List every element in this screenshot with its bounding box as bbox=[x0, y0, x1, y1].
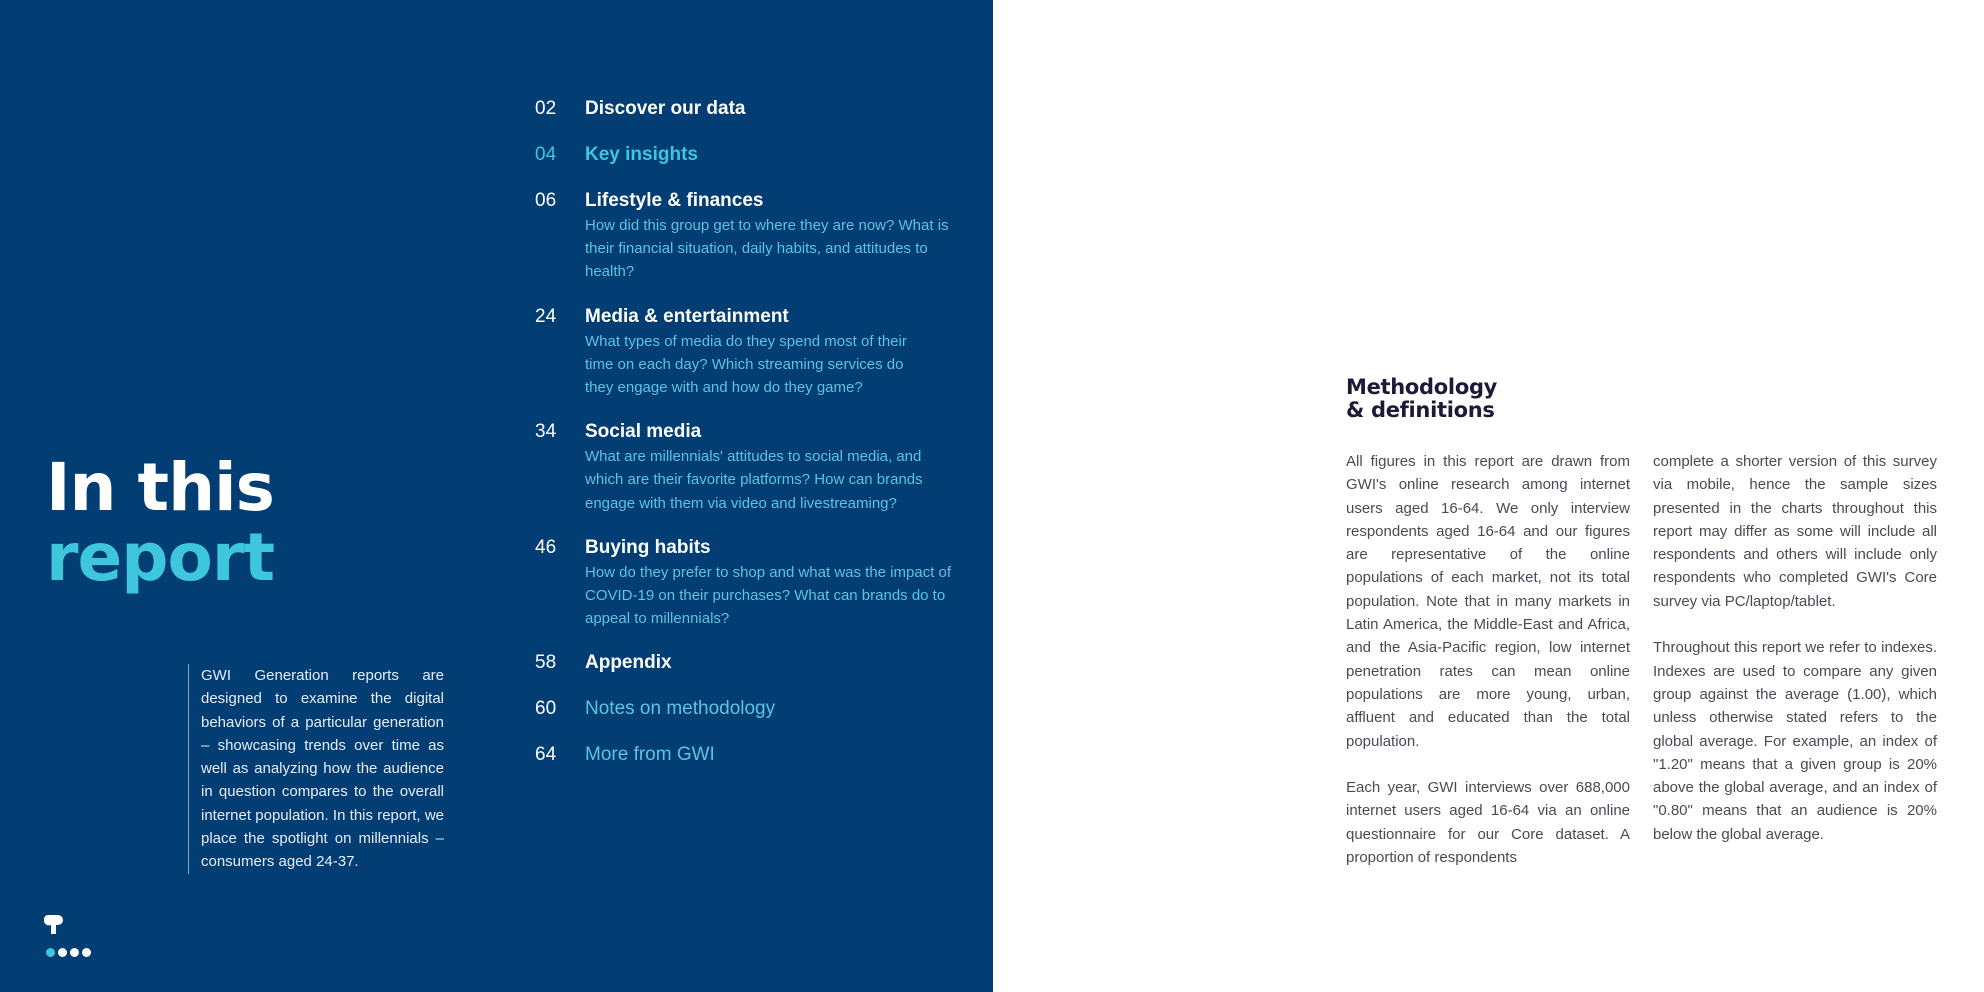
toc-description: How do they prefer to shop and what was the impact of COVID-19 on their purchases? What can brands do to appeal to millennials? bbox=[585, 563, 952, 628]
toc-title: More from GWI bbox=[585, 744, 715, 766]
methodology-column-2 bbox=[1653, 450, 1937, 869]
toc-page-number: 24 bbox=[535, 305, 557, 327]
toc-entry-social-media[interactable] bbox=[535, 419, 955, 515]
toc-entry-discover-our-data[interactable] bbox=[535, 96, 955, 122]
toc-page-number: 34 bbox=[535, 421, 557, 443]
methodology-heading-line2: & definitions bbox=[1346, 398, 1495, 422]
toc-entry-media-entertainment[interactable] bbox=[535, 304, 955, 400]
logo-dot-icon bbox=[58, 948, 67, 957]
toc-page-number: 06 bbox=[535, 190, 557, 211]
toc-page-number: 04 bbox=[535, 144, 557, 165]
toc-entry-buying-habits[interactable] bbox=[535, 535, 955, 631]
page-title bbox=[46, 449, 274, 596]
gwi-logo bbox=[44, 911, 104, 961]
toc-title: Appendix bbox=[585, 652, 672, 674]
toc-description: What are millennials' attitudes to social media, and which are their favorite platforms? How can brands engage with them via video and livestreaming? bbox=[585, 448, 923, 512]
toc-page-number: 60 bbox=[535, 698, 557, 720]
logo-dots bbox=[46, 948, 91, 957]
logo-mark-icon bbox=[44, 913, 64, 937]
methodology-paragraph: All figures in this report are drawn from GWI's online research among internet users aged 16-64. We only interview respondents aged 16-64 and our figures are representative of the online populations of each market, not its total population. Note that in many markets in Latin America, the Middle-East and Africa, and the Asia-Pacific region, low internet penetration rates can mean online populations are more young, urban, affluent and educated than the total population. bbox=[1346, 453, 1630, 750]
toc-page-number: 02 bbox=[535, 98, 557, 119]
toc-entry-more-from-gwi[interactable] bbox=[535, 742, 955, 768]
methodology-heading bbox=[1346, 376, 1497, 422]
toc-entry-key-insights[interactable] bbox=[535, 142, 955, 168]
toc-page-number: 64 bbox=[535, 744, 557, 766]
logo-dot-icon bbox=[46, 948, 55, 957]
table-of-contents bbox=[535, 96, 955, 768]
toc-title: Discover our data bbox=[585, 98, 746, 119]
methodology-paragraph: complete a shorter version of this survey via mobile, hence the sample sizes presented in the charts throughout this report may differ as some will include all respondents and others will include only respondents who completed GWI's Core survey via PC/laptop/tablet. bbox=[1653, 453, 1937, 610]
intro-paragraph: GWI Generation reports are designed to examine the digital behaviors of a particular generation – showcasing trends over time as well as analyzing how the audience in question compares to the overall internet population. In this report, we place the spotlight on millennials – consumers aged 24-37. bbox=[188, 664, 444, 874]
toc-description: How did this group get to where they are now? What is their financial situation, daily habits, and attitudes to health? bbox=[585, 217, 949, 281]
methodology-paragraph: Each year, GWI interviews over 688,000 internet users aged 16-64 via an online questionnaire for our Core dataset. A proportion of respondents bbox=[1346, 779, 1630, 867]
right-panel bbox=[993, 0, 1984, 992]
methodology-column-1 bbox=[1346, 450, 1630, 893]
methodology-heading-line1: Methodology bbox=[1346, 375, 1498, 399]
toc-entry-notes-on-methodology[interactable] bbox=[535, 696, 955, 722]
logo-dot-icon bbox=[70, 948, 79, 957]
logo-dot-icon bbox=[82, 948, 91, 957]
methodology-paragraph: Throughout this report we refer to indexes. Indexes are used to compare any given group against the average (1.00), which unless otherwise stated refers to the global average. For example, an index of "1.20" means that a given group is 20% above the global average, and an index of "0.80" means that an audience is 20% below the global average. bbox=[1653, 639, 1937, 843]
page-title-line1: In this bbox=[46, 449, 274, 526]
toc-title: Notes on methodology bbox=[585, 698, 776, 720]
toc-description: What types of media do they spend most of their time on each day? Which streaming services do they engage with and how do they game? bbox=[585, 332, 907, 397]
toc-title: Lifestyle & finances bbox=[585, 190, 764, 211]
toc-title: Buying habits bbox=[585, 536, 711, 558]
toc-title: Social media bbox=[585, 421, 702, 443]
toc-entry-lifestyle-finances[interactable] bbox=[535, 188, 955, 284]
toc-entry-appendix[interactable] bbox=[535, 650, 955, 676]
toc-page-number: 58 bbox=[535, 652, 557, 674]
toc-title: Key insights bbox=[585, 144, 698, 165]
toc-title: Media & entertainment bbox=[585, 305, 789, 327]
toc-page-number: 46 bbox=[535, 536, 557, 558]
page-title-line2: report bbox=[46, 519, 274, 596]
